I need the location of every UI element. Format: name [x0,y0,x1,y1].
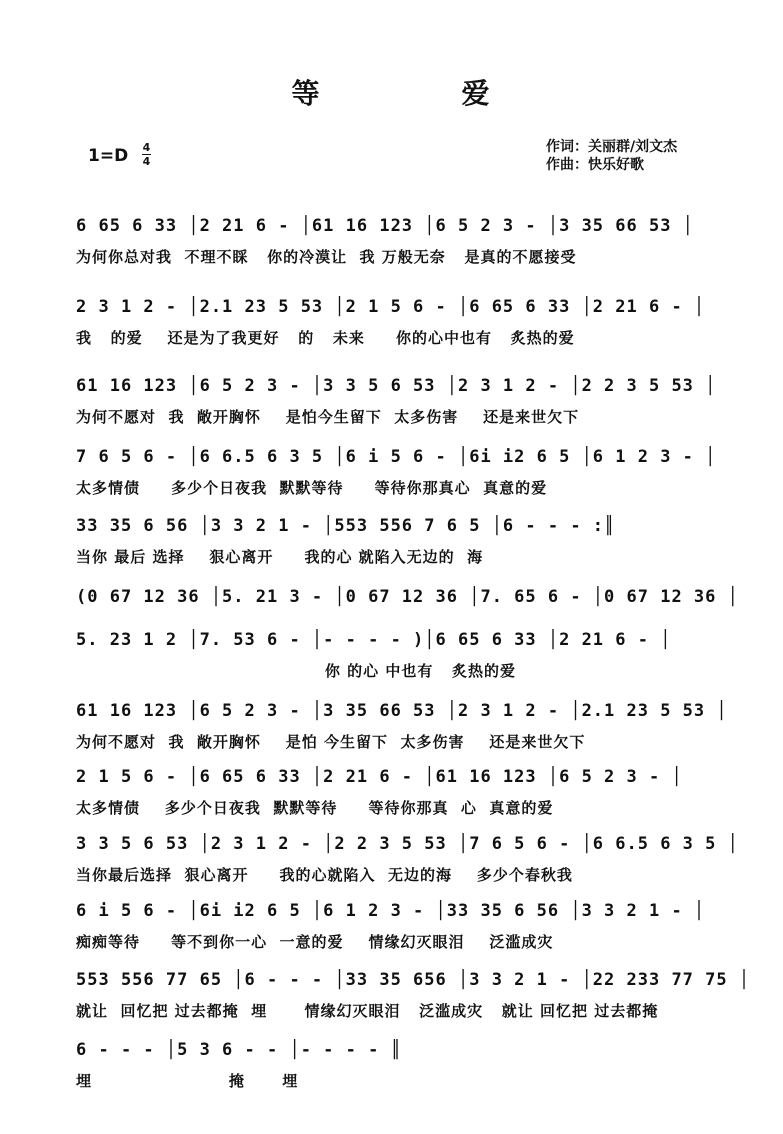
notation-line: 61 16 123 │6 5 2 3 - │3 35 66 53 │2 3 1 2 - │2.1 23 5 53 │ [76,701,728,721]
lyrics-line: 我 的爱 还是为了我更好 的 未来 你的心中也有 炙热的爱 [76,329,575,347]
title-char-2: 爱 [461,77,492,110]
notation-line: 33 35 6 56 │3 3 2 1 - │553 556 7 6 5 │6 - - - :║ [76,516,616,536]
notation-line: 6 - - - │5 3 6 - - │- - - - ║ [76,1040,402,1060]
time-signature [142,142,151,167]
lyricist: 作词：关丽群/刘文杰 [546,139,678,155]
notation-line: 61 16 123 │6 5 2 3 - │3 3 5 6 53 │2 3 1 2 - │2 2 3 5 53 │ [76,376,717,396]
title-char-1: 等 [291,77,322,110]
lyrics-line: 太多情债 多少个日夜我 默默等待 等待你那真 心 真意的爱 [76,799,554,817]
lyrics-line: 为何不愿对 我 敞开胸怀 是怕 今生留下 太多伤害 还是来世欠下 [76,733,586,751]
notation-line: 2 1 5 6 - │6 65 6 33 │2 21 6 - │61 16 123 │6 5 2 3 - │ [76,767,683,787]
notation-line: 6 i 5 6 - │6i i2 6 5 │6 1 2 3 - │33 35 6 56 │3 3 2 1 - │ [76,901,706,921]
notation-line: 3 3 5 6 53 │2 3 1 2 - │2 2 3 5 53 │7 6 5 6 - │6 6.5 6 3 5 │ [76,834,739,854]
lyrics-line: 为何你总对我 不理不睬 你的冷漠让 我 万般无奈 是真的不愿接受 [76,248,577,266]
song-title [0,72,783,112]
lyrics-line: 你 的心 中也有 炙热的爱 [76,662,516,680]
lyrics-line: 当你最后选择 狠心离开 我的心就陷入 无边的海 多少个春秋我 [76,866,573,884]
composer: 作曲：快乐好歌 [546,157,644,173]
lyrics-line: 埋 掩 埋 [76,1072,299,1090]
lyrics-line: 就让 回忆把 过去都掩 埋 情缘幻灭眼泪 泛滥成灾 就让 回忆把 过去都掩 [76,1002,659,1020]
lyrics-line: 当你 最后 选择 狠心离开 我的心 就陷入无边的 海 [76,548,484,566]
credits [546,138,677,174]
lyrics-line: 痴痴等待 等不到你一心 一意的爱 情缘幻灭眼泪 泛滥成灾 [76,933,554,951]
lyrics-line: 为何不愿对 我 敞开胸怀 是怕今生留下 太多伤害 还是来世欠下 [76,408,580,426]
time-top: 4 [142,141,151,154]
notation-line: 6 65 6 33 │2 21 6 - │61 16 123 │6 5 2 3 - │3 35 66 53 │ [76,216,694,236]
notation-line: 553 556 77 65 │6 - - - │33 35 656 │3 3 2 1 - │22 233 77 75 │ [76,970,751,990]
notation-line: 7 6 5 6 - │6 6.5 6 3 5 │6 i 5 6 - │6i i2 6 5 │6 1 2 3 - │ [76,447,717,467]
notation-line: 2 3 1 2 - │2.1 23 5 53 │2 1 5 6 - │6 65 6 33 │2 21 6 - │ [76,297,706,317]
notation-line: (0 67 12 36 │5. 21 3 - │0 67 12 36 │7. 65 6 - │0 67 12 36 │ [76,587,739,607]
time-bottom: 4 [142,155,151,168]
key-signature: 1=D [88,146,129,166]
notation-line: 5. 23 1 2 │7. 53 6 - │- - - - )│6 65 6 33 │2 21 6 - │ [76,630,672,650]
lyrics-line: 太多情债 多少个日夜我 默默等待 等待你那真心 真意的爱 [76,479,548,497]
